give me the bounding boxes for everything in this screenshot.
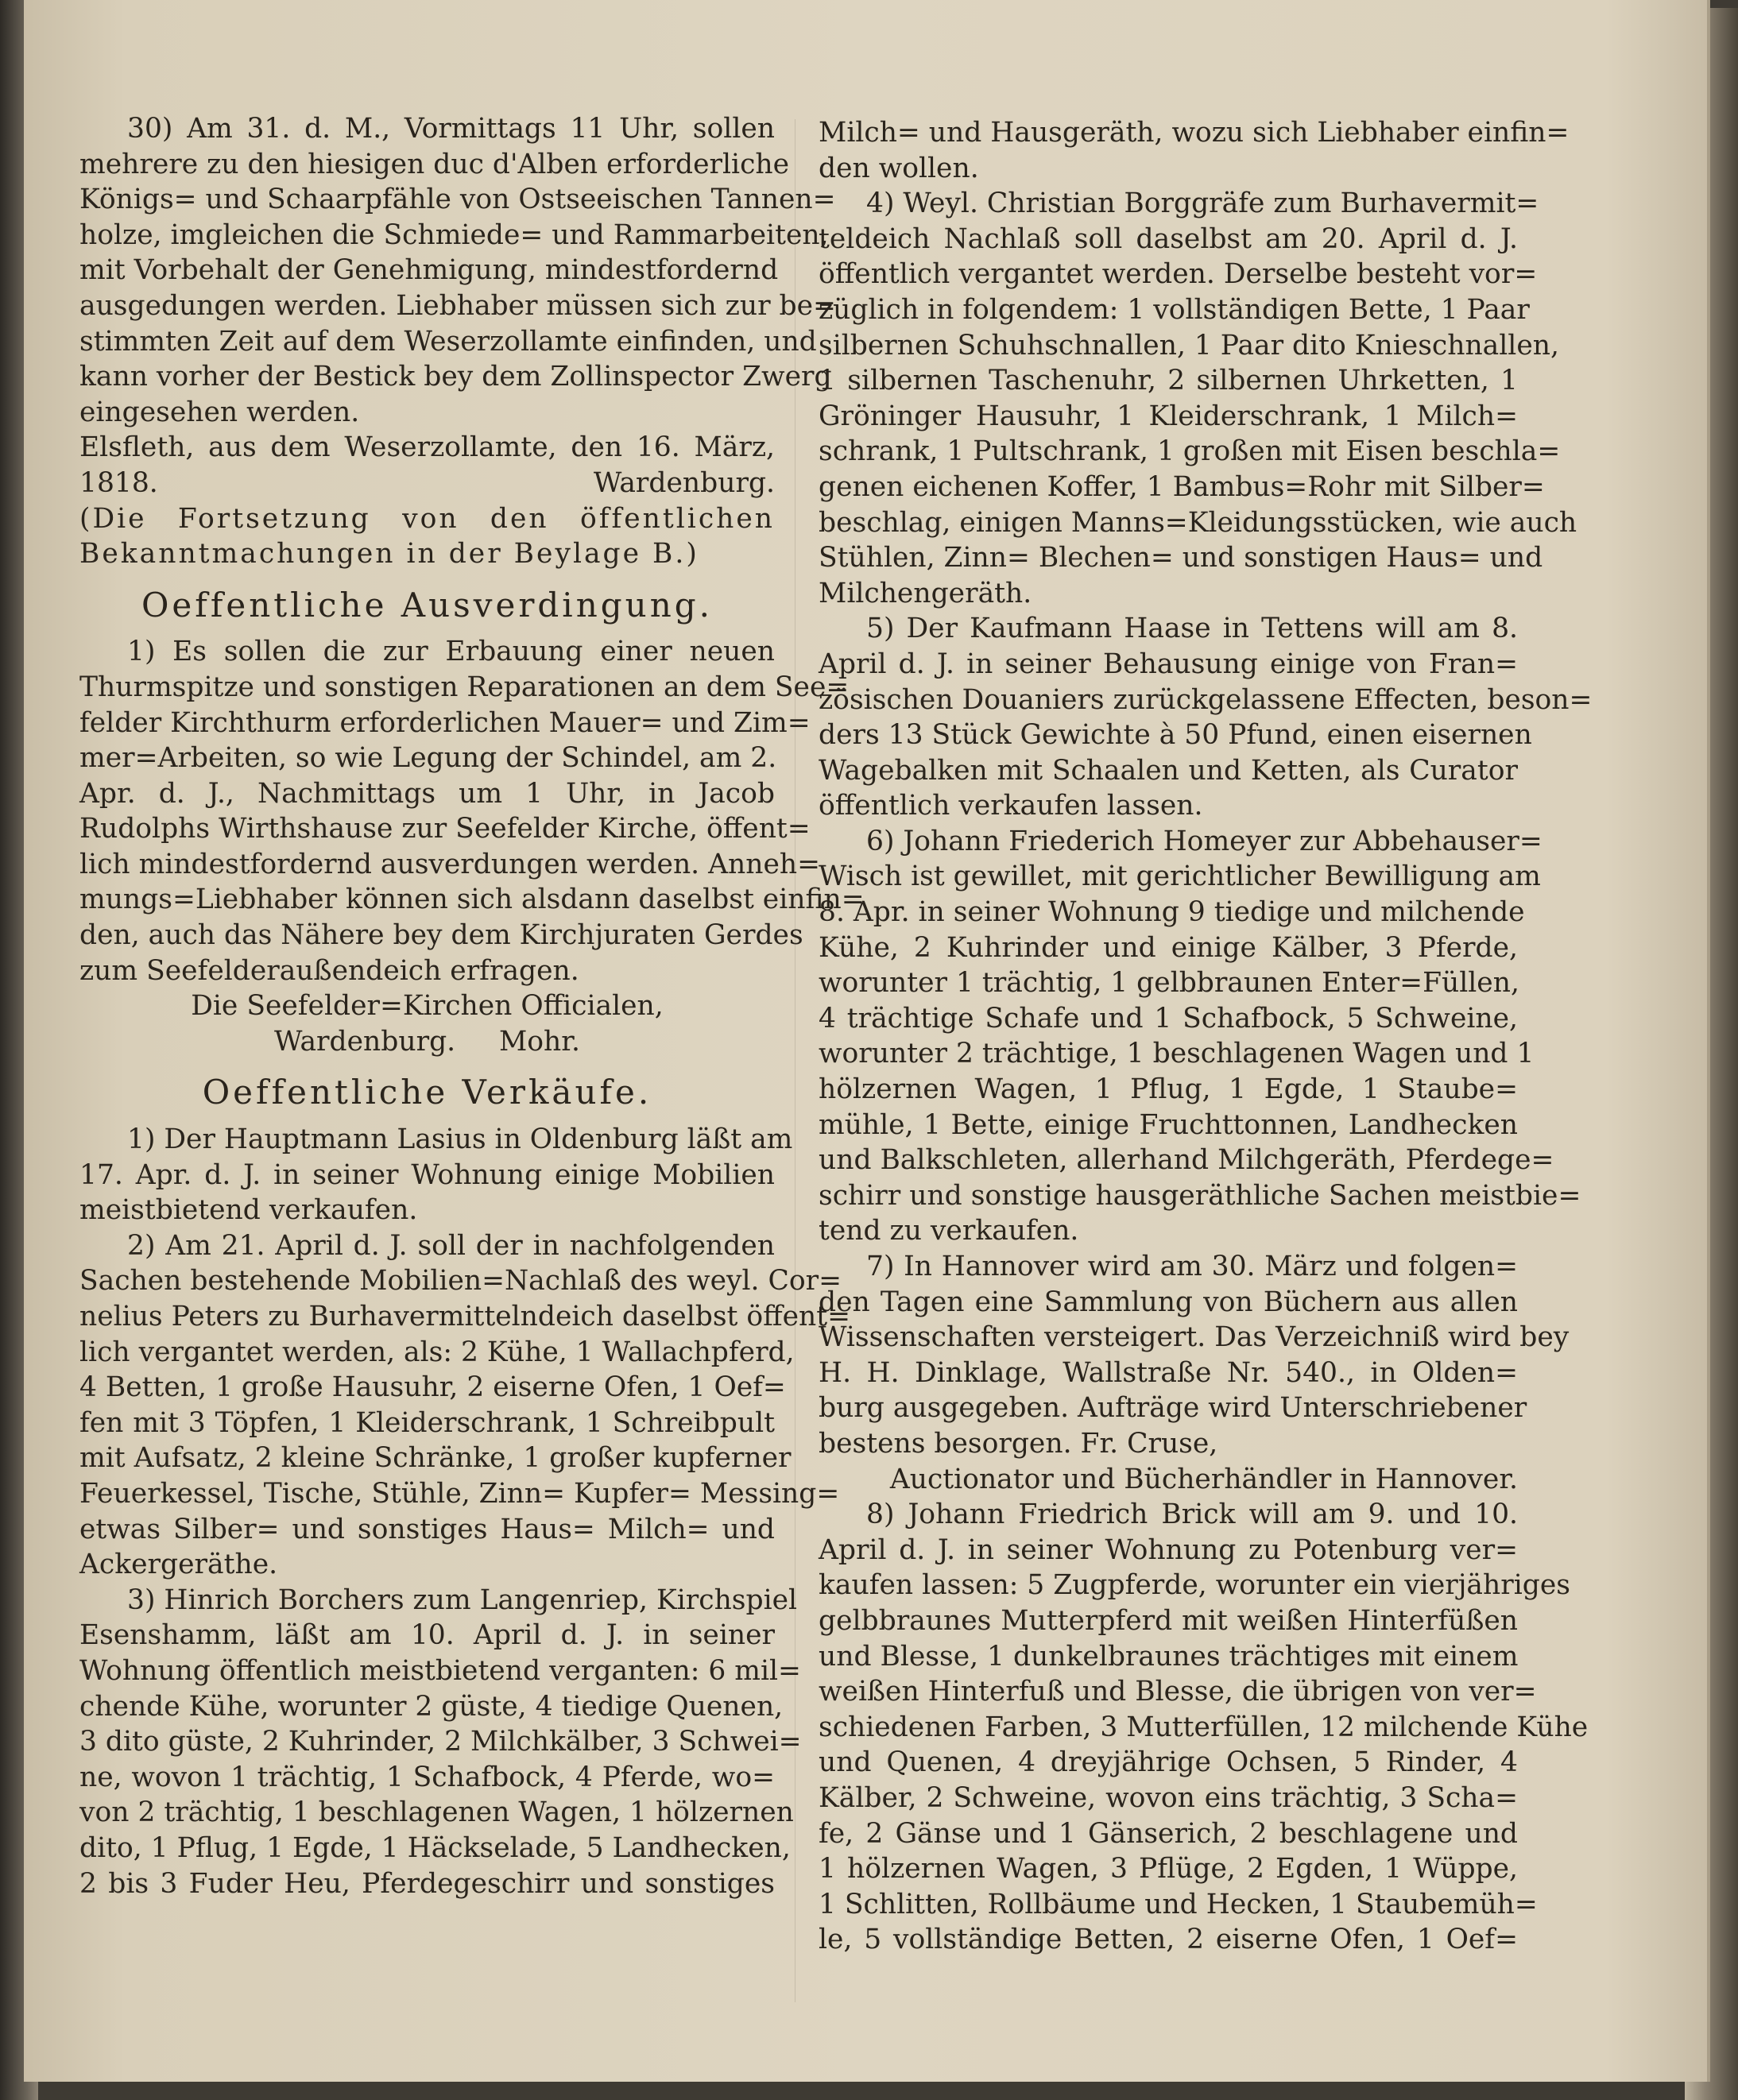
text-line: Milch= und Hausgeräth, wozu sich Liebhaber einfin=: [819, 117, 1570, 149]
text-line: worunter 1 trächtig, 1 gelbbraunen Enter=Füllen,: [819, 967, 1519, 1000]
text-line: 3 dito güste, 2 Kuhrinder, 2 Milchkälber, 3 Schwei=: [79, 1726, 802, 1758]
text-line: 8) Johann Friedrich Brick will am 9. und 10.: [866, 1499, 1518, 1531]
text-line: schiedenen Farben, 3 Mutterfüllen, 12 milchende Kühe: [819, 1711, 1589, 1743]
text-line: ausgedungen werden. Liebhaber müssen sich zur be=: [79, 289, 836, 322]
text-line: zösischen Douaniers zurückgelassene Effecten, beson=: [819, 683, 1593, 716]
text-line: und Quenen, 4 dreyjährige Ochsen, 5 Rinder, 4: [819, 1746, 1518, 1779]
text-line: mehrere zu den hiesigen duc d'Alben erforderliche: [79, 148, 790, 180]
text-line: kaufen lassen: 5 Zugpferde, worunter ein vierjähriges: [819, 1569, 1570, 1602]
text-line: lich mindestfordernd ausverdungen werden. Anneh=: [79, 848, 821, 880]
text-line: 2 bis 3 Fuder Heu, Pferdegeschirr und sonstiges: [79, 1867, 775, 1900]
text-line: Wisch ist gewillet, mit gerichtlicher Bewilligung am: [819, 860, 1541, 893]
text-line: den Tagen eine Sammlung von Büchern aus allen: [819, 1286, 1518, 1318]
text-line: weißen Hinterfuß und Blesse, die übrigen von ver=: [819, 1676, 1537, 1708]
verkauf-6: [819, 824, 1581, 1249]
text-line: mit Aufsatz, 2 kleine Schränke, 1 großer kupferner: [79, 1442, 792, 1475]
text-line: und Blesse, 1 dunkelbraunes trächtiges mit einem: [819, 1640, 1519, 1673]
text-line: stimmten Zeit auf dem Weserzollamte einfinden, und: [79, 325, 817, 358]
text-line: Wissenschaften versteigert. Das Verzeichniß wird bey: [819, 1321, 1570, 1354]
text-line: April d. J. in seiner Wohnung zu Potenburg ver=: [819, 1533, 1518, 1566]
text-line: ne, wovon 1 trächtig, 1 Schafbock, 4 Pferde, wo=: [79, 1761, 775, 1793]
text-line: mühle, 1 Bette, einige Fruchttonnen, Landhecken: [819, 1108, 1518, 1141]
text-line: tend zu verkaufen.: [819, 1215, 1079, 1247]
text-line: worunter 2 trächtige, 1 beschlagenen Wagen und 1: [819, 1038, 1535, 1070]
text-line: bestens besorgen. Fr. Cruse,: [819, 1427, 1218, 1460]
text-line: burg ausgegeben. Aufträge wird Unterschriebener: [819, 1392, 1527, 1425]
text-line: Sachen bestehende Mobilien=Nachlaß des weyl. Cor=: [79, 1265, 842, 1298]
text-line: etwas Silber= und sonstiges Haus= Milch= und: [79, 1513, 775, 1545]
text-line: mer=Arbeiten, so wie Legung der Schindel, am 2.: [79, 742, 777, 775]
text-line: 6) Johann Friederich Homeyer zur Abbehauser=: [866, 825, 1543, 857]
text-line: Gröninger Hausuhr, 1 Kleiderschrank, 1 Milch=: [819, 400, 1518, 432]
text-line: Milchengeräth.: [819, 577, 1032, 609]
text-line: Thurmspitze und sonstigen Reparationen an dem See=: [79, 671, 850, 703]
heading-ausverdingung: Oeffentliche Ausverdingung.: [141, 585, 713, 625]
ausverdingung-1: [79, 634, 865, 988]
text-line: 1 hölzernen Wagen, 3 Pflüge, 2 Egden, 1 Wüppe,: [819, 1853, 1518, 1885]
text-line: Apr. d. J., Nachmittags um 1 Uhr, in Jacob: [79, 777, 775, 810]
text-line: chende Kühe, worunter 2 güste, 4 tiedige Quenen,: [79, 1690, 784, 1723]
verkauf-2: [79, 1228, 851, 1583]
text-line: mit Vorbehalt der Genehmigung, mindestfordernd: [79, 254, 779, 287]
text-line: zum Seefelderaußendeich erfragen.: [79, 954, 579, 987]
text-line: Kühe, 2 Kuhrinder und einige Kälber, 3 Pferde,: [819, 931, 1518, 964]
text-line: gelbbraunes Mutterpferd mit weißen Hinterfüßen: [819, 1604, 1518, 1637]
text-line: schrank, 1 Pultschrank, 1 großen mit Eisen beschla=: [819, 435, 1561, 468]
text-line: Bekanntmachungen in der Beylage B.): [79, 538, 699, 570]
right-column: [819, 115, 1593, 1958]
continuation-note: [79, 501, 775, 572]
text-line: Ackergeräthe.: [79, 1549, 278, 1581]
notice-30: [79, 111, 836, 430]
text-line: silbernen Schuhschnallen, 1 Paar dito Knieschnallen,: [819, 329, 1559, 362]
text-line: öffentlich vergantet werden. Derselbe besteht vor=: [819, 258, 1538, 291]
text-line: 4) Weyl. Christian Borggräfe zum Burhavermit=: [866, 188, 1539, 220]
left-column: [79, 111, 865, 1901]
text-line: H. H. Dinklage, Wallstraße Nr. 540., in Olden=: [819, 1356, 1518, 1389]
text-line: fen mit 3 Töpfen, 1 Kleiderschrank, 1 Schreibpult: [79, 1406, 775, 1439]
text-line: le, 5 vollständige Betten, 2 eiserne Ofen, 1 Oef=: [819, 1924, 1518, 1956]
text-line: 4 trächtige Schafe und 1 Schafbock, 5 Schweine,: [819, 1002, 1518, 1035]
notice-30-place: Elsfleth, aus dem Weserzollamte, den 16. März,: [79, 431, 775, 464]
text-line: (Die Fortsetzung von den öffentlichen: [79, 502, 775, 535]
text-line: hölzernen Wagen, 1 Pflug, 1 Egde, 1 Staube=: [819, 1073, 1518, 1106]
text-line: felder Kirchthurm erforderlichen Mauer= und Zim=: [79, 706, 811, 739]
notice-30-signline: [79, 466, 775, 501]
text-line: Kälber, 2 Schweine, wovon eins trächtig, 3 Scha=: [819, 1781, 1518, 1814]
text-line: teldeich Nachlaß soll daselbst am 20. April d. J.: [819, 222, 1518, 255]
text-line: Esenshamm, läßt am 10. April d. J. in seiner: [79, 1619, 775, 1652]
text-line: fe, 2 Gänse und 1 Gänserich, 2 beschlagene und: [819, 1817, 1518, 1850]
text-line: und Balkschleten, allerhand Milchgeräth, Pferdege=: [819, 1144, 1554, 1177]
text-line: Wohnung öffentlich meistbietend verganten: 6 mil=: [79, 1654, 801, 1687]
text-line: Königs= und Schaarpfähle von Ostseeischen Tannen=: [79, 184, 836, 216]
text-line: 2) Am 21. April d. J. soll der in nachfolgenden: [127, 1229, 775, 1262]
notice-30-signature: Wardenburg.: [593, 466, 775, 499]
verkauf-8: [819, 1497, 1589, 1958]
text-line: kann vorher der Bestick bey dem Zollinspector Zwerg: [79, 361, 832, 393]
text-line: 3) Hinrich Borchers zum Langenriep, Kirchspiel: [127, 1584, 798, 1616]
text-line: nelius Peters zu Burhavermittelndeich daselbst öffent=: [79, 1301, 851, 1332]
text-line: öffentlich verkaufen lassen.: [819, 790, 1203, 822]
ausverdingung-sign-officials: Die Seefelder=Kirchen Officialen,: [191, 990, 664, 1023]
ausverdingung-sign-names: Wardenburg. Mohr.: [274, 1025, 580, 1058]
text-line: 5) Der Kaufmann Haase in Tettens will am 8.: [866, 613, 1518, 645]
verkauf-7-signature: Auctionator und Bücherhändler in Hannover.: [889, 1463, 1518, 1495]
text-line: 1 Schlitten, Rollbäume und Hecken, 1 Staubemüh=: [819, 1888, 1538, 1920]
verkauf-5: [819, 611, 1593, 824]
text-line: 8. Apr. in seiner Wohnung 9 tiedige und milchende: [819, 896, 1525, 929]
text-line: dito, 1 Pflug, 1 Egde, 1 Häckselade, 5 Landhecken,: [79, 1831, 791, 1864]
text-line: von 2 trächtig, 1 beschlagenen Wagen, 1 hölzernen: [79, 1796, 794, 1829]
verkauf-3: [79, 1583, 802, 1901]
text-line: 4 Betten, 1 große Hausuhr, 2 eiserne Ofen, 1 Oef=: [79, 1371, 786, 1404]
text-line: 1 silbernen Taschenuhr, 2 silbernen Uhrketten, 1: [819, 365, 1518, 397]
heading-verkaeufe: Oeffentliche Verkäufe.: [202, 1073, 652, 1112]
text-line: beschlag, einigen Manns=Kleidungsstücken, wie auch: [819, 506, 1577, 539]
text-line: schirr und sonstige hausgeräthliche Sachen meistbie=: [819, 1179, 1581, 1212]
text-line: Stühlen, Zinn= Blechen= und sonstigen Haus= und: [819, 542, 1543, 574]
text-line: züglich in folgendem: 1 vollständigen Bette, 1 Paar: [819, 293, 1530, 326]
text-line: 7) In Hannover wird am 30. März und folgen=: [866, 1251, 1518, 1282]
verkauf-4: [819, 186, 1577, 611]
text-line: meistbietend verkaufen.: [79, 1194, 418, 1227]
text-line: mungs=Liebhaber können sich alsdann daselbst einfin=: [79, 884, 865, 916]
text-line: April d. J. in seiner Behausung einige von Fran=: [819, 648, 1518, 680]
text-line: Feuerkessel, Tische, Stühle, Zinn= Kupfer= Messing=: [79, 1477, 840, 1510]
text-line: 30) Am 31. d. M., Vormittags 11 Uhr, sollen: [127, 113, 775, 145]
text-line: 17. Apr. d. J. in seiner Wohnung einige Mobilien: [79, 1158, 775, 1191]
verkauf-1: [79, 1122, 793, 1228]
text-line: 1) Es sollen die zur Erbauung einer neuen: [127, 636, 775, 668]
text-line: lich vergantet werden, als: 2 Kühe, 1 Wallachpferd,: [79, 1336, 795, 1368]
text-line: den, auch das Nähere bey dem Kirchjuraten Gerdes: [79, 919, 803, 952]
text-line: eingesehen werden.: [79, 396, 360, 428]
text-line: ders 13 Stück Gewichte à 50 Pfund, einen eisernen: [819, 719, 1532, 752]
text-line: Wagebalken mit Schaalen und Ketten, als Curator: [819, 754, 1518, 787]
text-line: 1) Der Hauptmann Lasius in Oldenburg läßt am: [127, 1123, 793, 1156]
text-line: den wollen.: [819, 152, 979, 184]
verkauf-3-continued: [819, 115, 1570, 186]
text-line: Rudolphs Wirthshause zur Seefelder Kirche, öffent=: [79, 813, 811, 845]
notice-30-year: 1818.: [79, 466, 158, 499]
text-line: genen eichenen Koffer, 1 Bambus=Rohr mit Silber=: [819, 470, 1545, 503]
verkauf-7: [819, 1249, 1570, 1462]
text-line: holze, imgleichen die Schmiede= und Rammarbeiten,: [79, 219, 829, 251]
